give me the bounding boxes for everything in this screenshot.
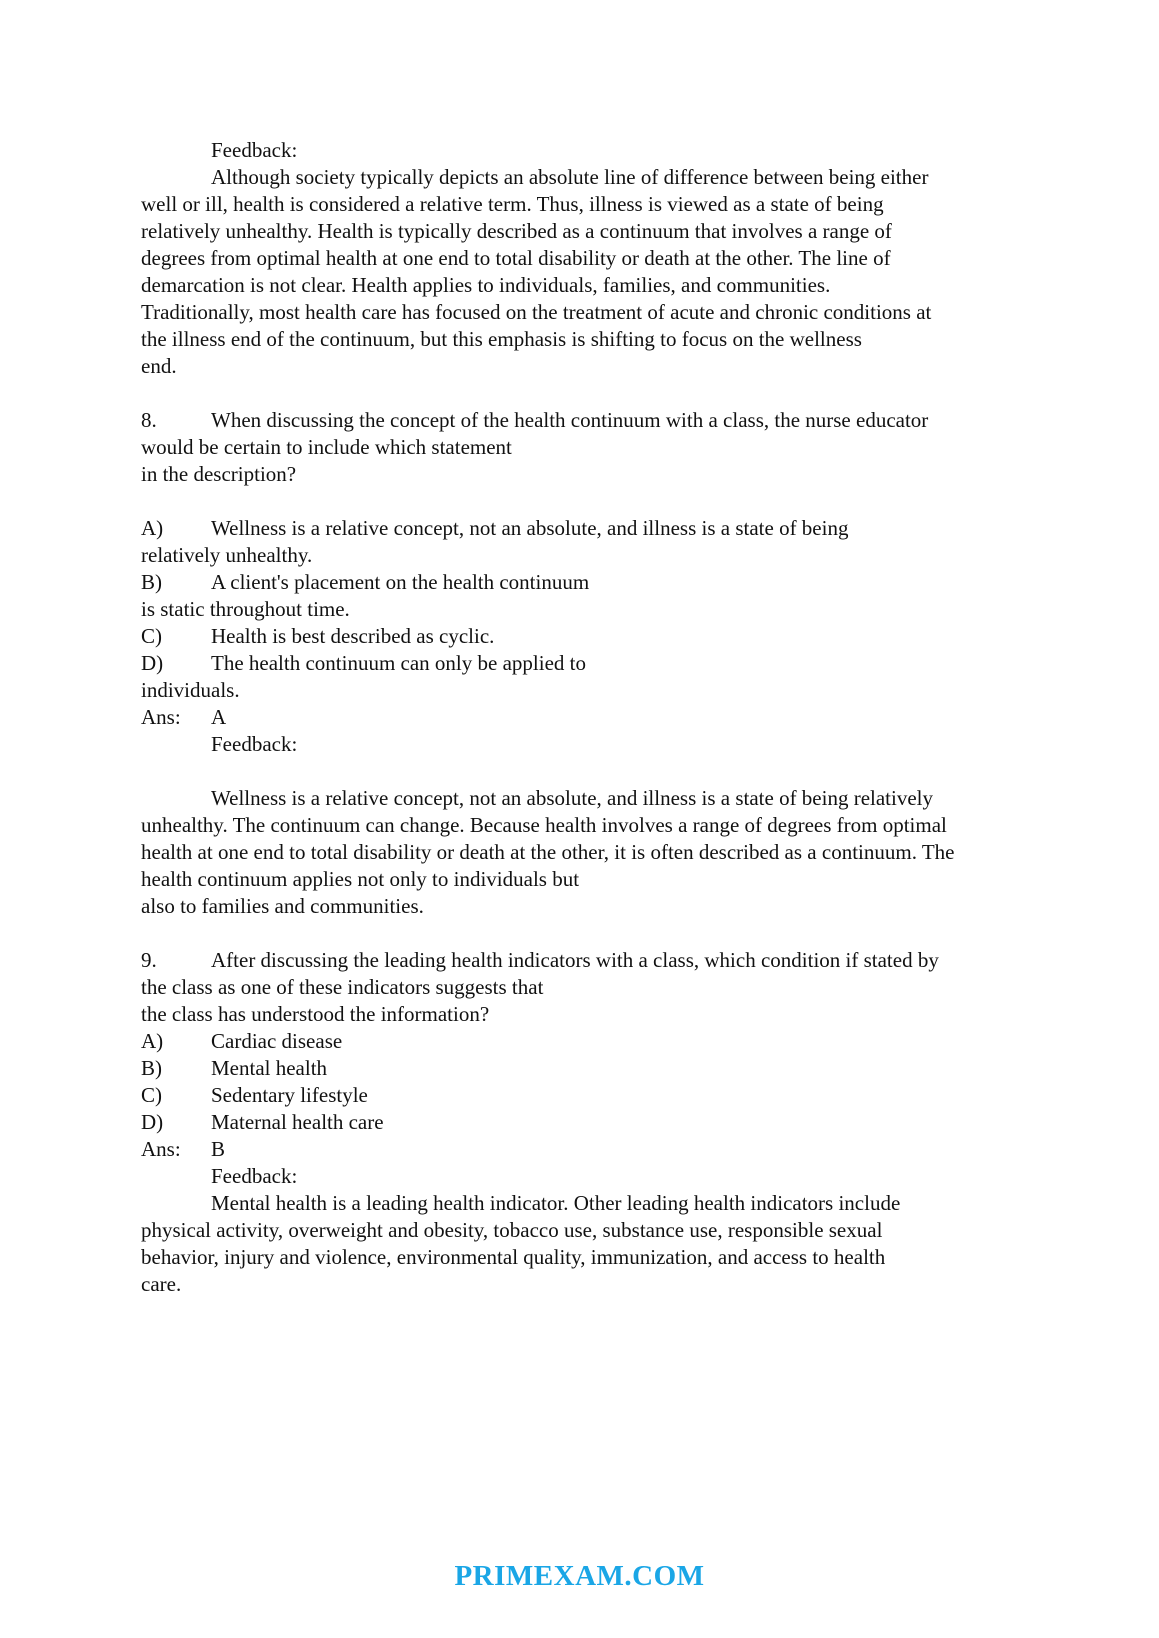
spacer [141,920,1071,947]
answer-option [141,650,1071,704]
question-stem-line [141,407,1071,434]
question-text: When discussing the concept of the health continuum with a class, the nurse educator [211,408,929,432]
answer-value: B [211,1137,226,1161]
question-text: After discussing the leading health indicators with a class, which condition if stated by [211,948,939,972]
question-text: the class as one of these indicators suggests that [141,975,544,999]
answer-option [141,569,1071,623]
feedback-line: Traditionally, most health care has focused on the treatment of acute and chronic conditions at [141,300,932,324]
option-text: A client's placement on the health continuum [211,570,590,594]
question-8 [141,407,1071,920]
option-label: D) [141,1110,164,1134]
feedback-line: relatively unhealthy. Health is typically described as a continuum that involves a range of [141,219,892,243]
question-text: the class has understood the information? [141,1002,490,1026]
spacer [141,380,1071,407]
question-number: 9. [141,948,157,972]
feedback-line: Although society typically depicts an absolute line of difference between being either [211,165,929,189]
feedback-line: Mental health is a leading health indicator. Other leading health indicators include [211,1191,901,1215]
feedback-line: the illness end of the continuum, but this emphasis is shifting to focus on the wellness [141,327,862,351]
feedback-line: health continuum applies not only to individuals but [141,867,580,891]
feedback-line: well or ill, health is considered a relative term. Thus, illness is viewed as a state of being [141,192,884,216]
question-stem-line [141,947,1071,974]
answer-option [141,515,1071,569]
question-text: would be certain to include which statement [141,435,512,459]
option-text: Wellness is a relative concept, not an absolute, and illness is a state of being [211,516,849,540]
option-label: C) [141,1083,162,1107]
answer-label: Ans: [141,1137,181,1161]
feedback-line: health at one end to total disability or death at the other, it is often described as a continuum. The [141,840,955,864]
feedback-line: degrees from optimal health at one end to total disability or death at the other. The line of [141,246,891,270]
feedback-label: Feedback: [211,1164,298,1188]
option-label: B) [141,570,162,594]
option-text: Health is best described as cyclic. [211,624,495,648]
spacer [141,488,1071,515]
question-number: 8. [141,408,157,432]
option-label: B) [141,1056,162,1080]
option-text: relatively unhealthy. [141,543,313,567]
option-label: C) [141,624,162,648]
feedback-line: unhealthy. The continuum can change. Because health involves a range of degrees from optimal [141,813,947,837]
question-text: in the description? [141,462,297,486]
answer-option [141,1028,1071,1055]
answer-option [141,1055,1071,1082]
option-text: Mental health [211,1056,328,1080]
feedback-line: end. [141,354,177,378]
option-text: Maternal health care [211,1110,384,1134]
option-label: A) [141,516,164,540]
answer-value: A [211,705,227,729]
option-label: A) [141,1029,164,1053]
answer-option [141,1082,1071,1109]
feedback-line: demarcation is not clear. Health applies to individuals, families, and communities. [141,273,831,297]
answer-option [141,623,1071,650]
spacer [141,758,1071,785]
feedback-label: Feedback: [211,138,298,162]
feedback-line: physical activity, overweight and obesity, tobacco use, substance use, responsible sexual [141,1218,883,1242]
option-text: The health continuum can only be applied to [211,651,586,675]
feedback-line: Wellness is a relative concept, not an absolute, and illness is a state of being relatively [211,786,934,810]
document-page [141,137,1071,1298]
answer-label: Ans: [141,705,181,729]
feedback-line: care. [141,1272,182,1296]
option-text: Sedentary lifestyle [211,1083,368,1107]
answer-option [141,1109,1071,1136]
option-text: is static throughout time. [141,597,350,621]
answer-line [141,1136,1071,1163]
footer-watermark: PRIMEXAM.COM [454,1560,705,1592]
answer-line [141,704,1071,731]
feedback-label: Feedback: [211,732,298,756]
option-text: Cardiac disease [211,1029,343,1053]
feedback-block-q7 [141,137,1071,380]
feedback-line: behavior, injury and violence, environmental quality, immunization, and access to health [141,1245,886,1269]
option-text: individuals. [141,678,240,702]
option-label: D) [141,651,164,675]
feedback-line: also to families and communities. [141,894,424,918]
question-9 [141,947,1071,1298]
